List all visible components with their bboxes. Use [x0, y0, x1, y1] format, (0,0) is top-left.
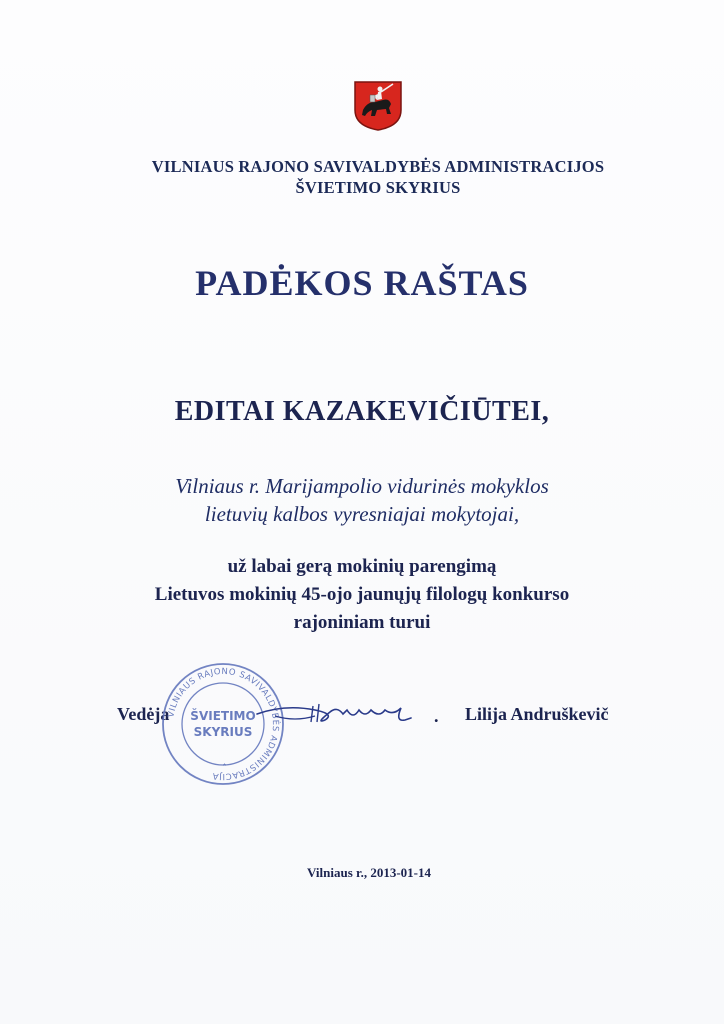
signature-separator: .	[434, 706, 439, 726]
reason-line3: rajoniniam turui	[293, 612, 431, 633]
coat-of-arms-icon	[353, 80, 403, 132]
document-title: PADĖKOS RAŠTAS	[195, 263, 529, 303]
recipient-role-line2: lietuvių kalbos vyresniajai mokytojai,	[204, 502, 520, 526]
issuing-authority: VILNIAUS RAJONO SAVIVALDYBĖS ADMINISTRACIJOS	[151, 157, 605, 176]
stamp-center-line2: SKYRIUS	[193, 725, 253, 739]
reason-line1: už labai gerą mokinių parengimą	[227, 556, 497, 577]
handwritten-signature	[255, 696, 430, 732]
signatory-name: Lilija Andruškevič	[465, 704, 609, 724]
issuing-department: ŠVIETIMO SKYRIUS	[295, 178, 461, 197]
place-and-date: Vilniaus r., 2013-01-14	[307, 865, 431, 880]
reason-line2: Lietuvos mokinių 45-ojo jaunųjų filologų konkurso	[154, 584, 570, 605]
stamp-ring-text: VILNIAUS RAJONO SAVIVALDYBĖS ADMINISTRACIJA	[166, 666, 281, 782]
recipient-name: EDITAI KAZAKEVIČIŪTEI,	[174, 396, 550, 427]
signatory-title: Vedėja	[117, 704, 170, 724]
stamp-center-line1: ŠVIETIMO	[190, 709, 256, 723]
recipient-role-line1: Vilniaus r. Marijampolio vidurinės mokyklos	[175, 474, 549, 498]
